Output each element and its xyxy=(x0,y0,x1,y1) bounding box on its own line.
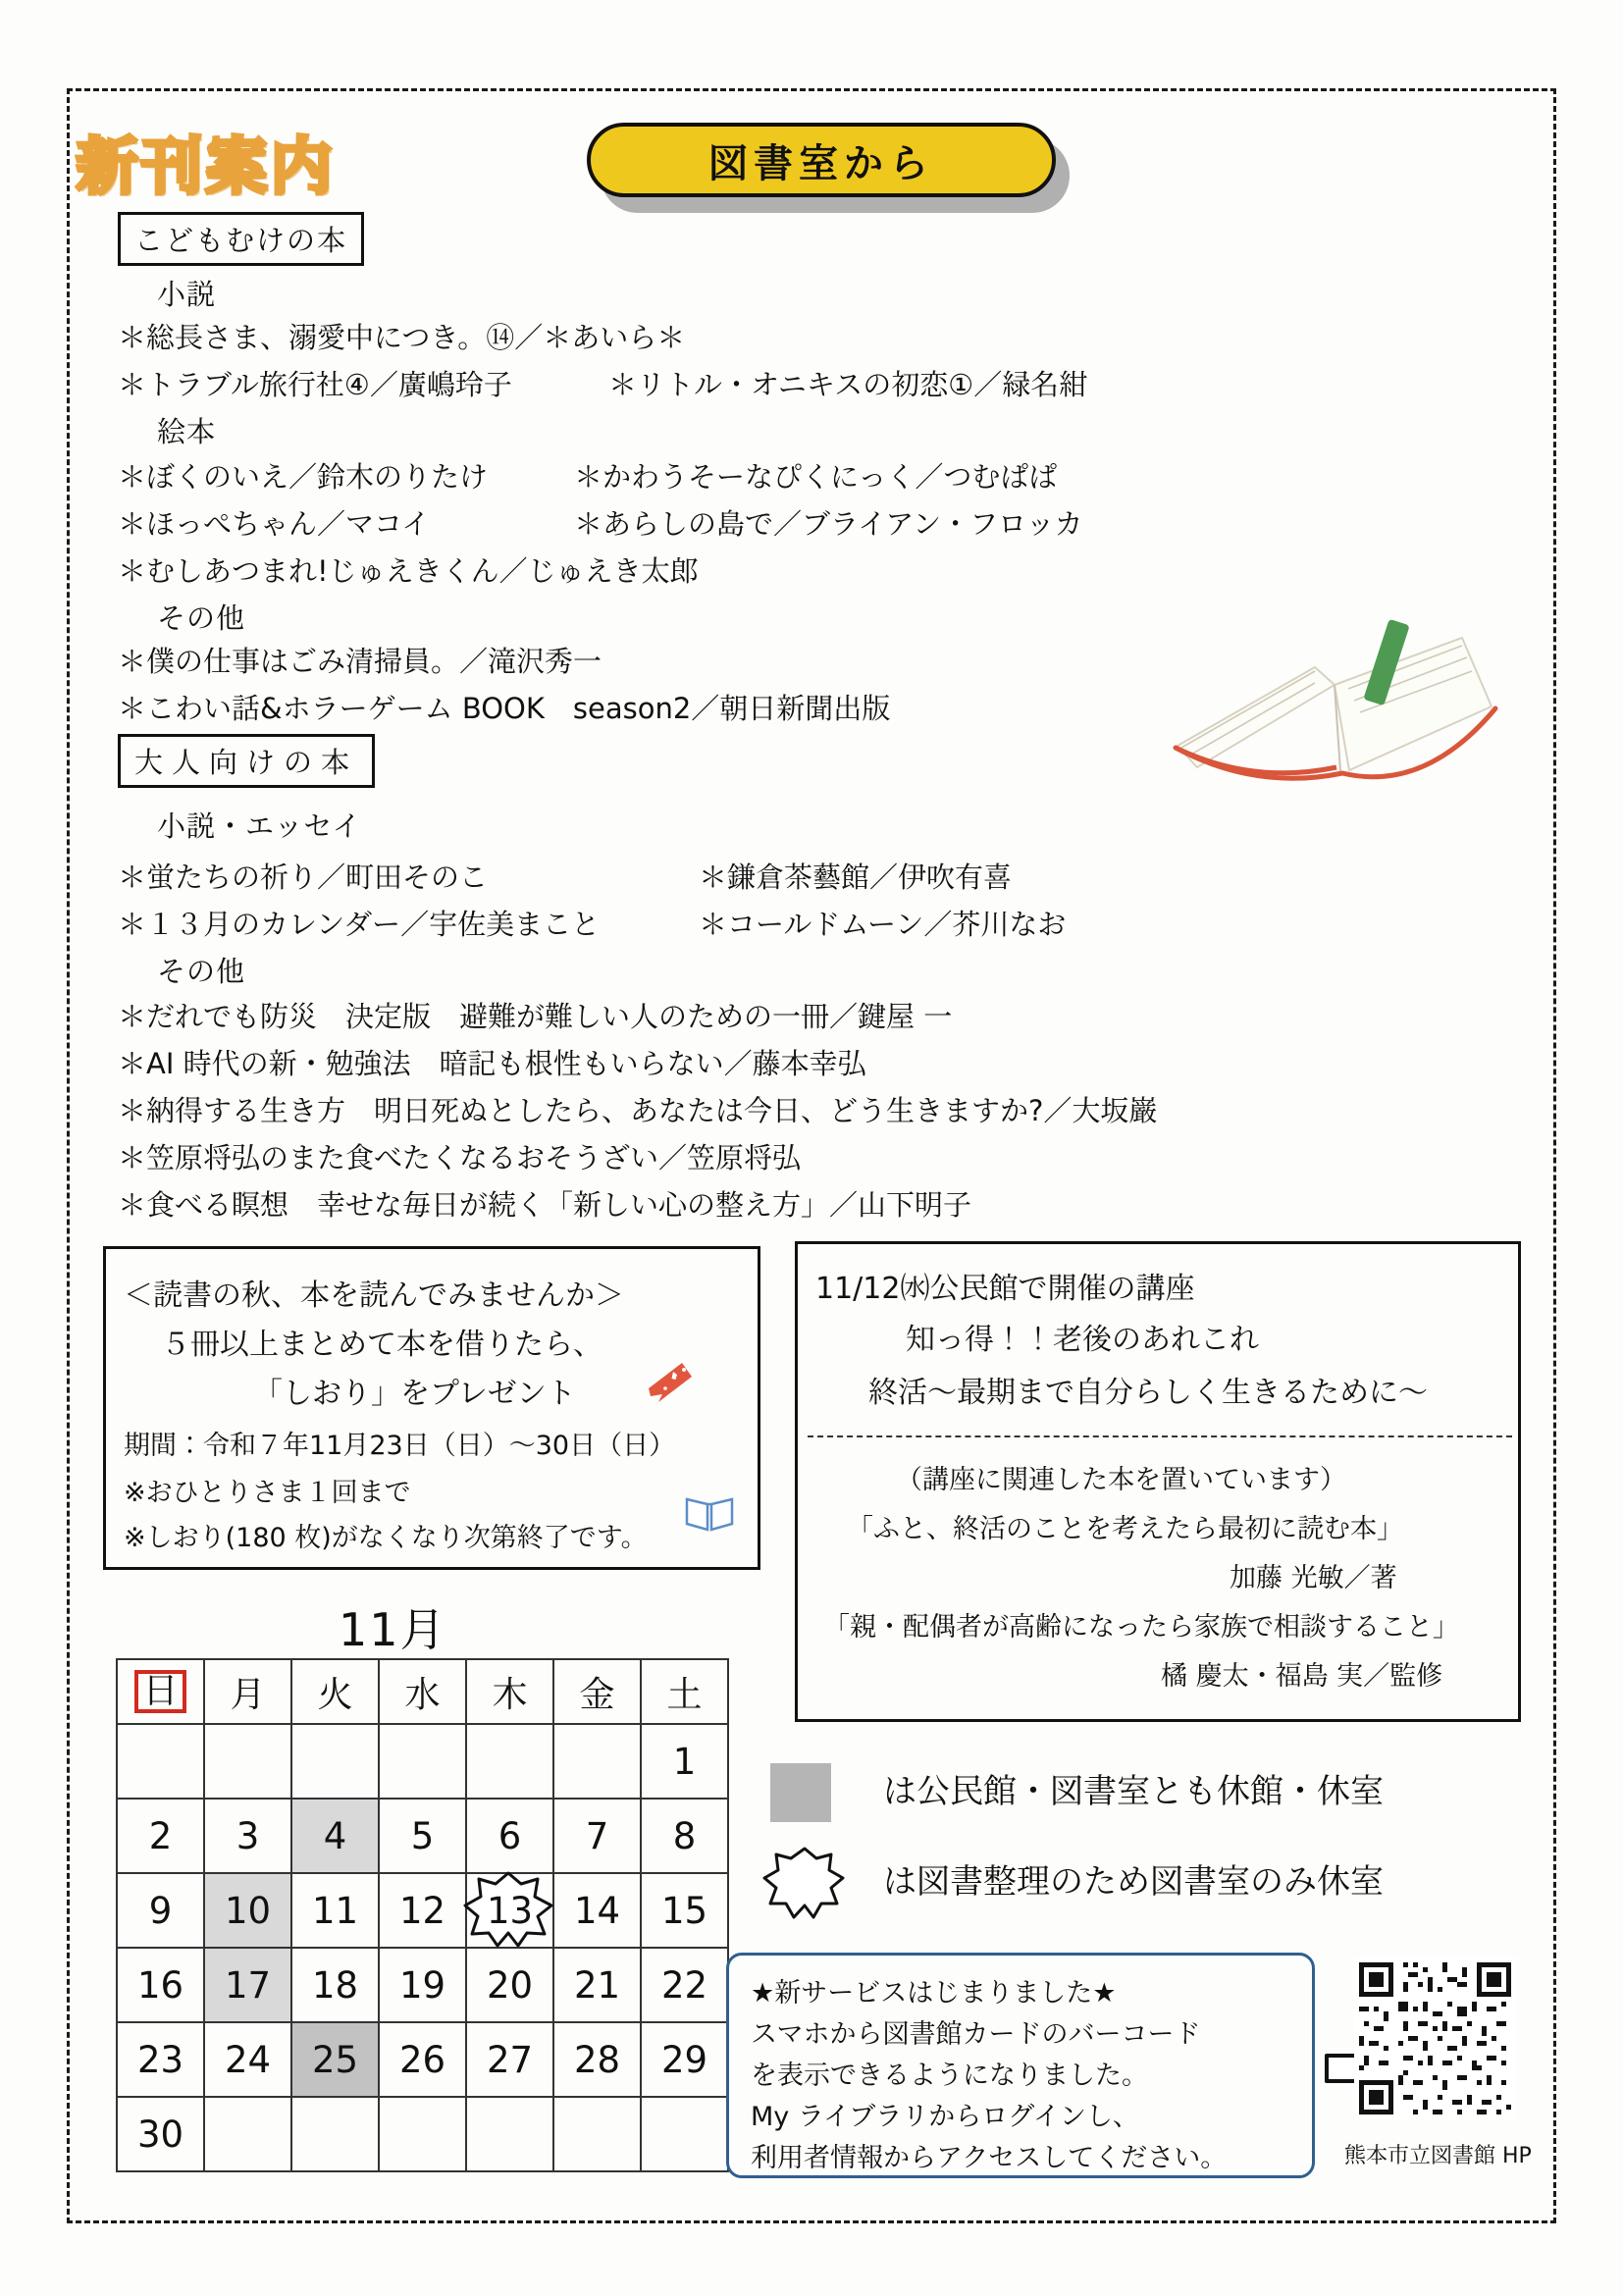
calendar-day-4: 4 xyxy=(291,1799,379,1873)
calendar-week-row xyxy=(117,1724,728,1799)
qr-code xyxy=(1354,1957,1516,2119)
calendar-day-17: 17 xyxy=(204,1948,291,2022)
calendar-day-20: 20 xyxy=(466,1948,553,2022)
calendar-week-row xyxy=(117,1873,728,1948)
calendar-day-empty xyxy=(466,1724,553,1799)
calendar-day: 13 xyxy=(486,1889,534,1932)
book-line: ＊あらしの島で／ブライアン・フロッカ xyxy=(574,507,1083,541)
lecture-related-note: （講座に関連した本を置いています） xyxy=(896,1465,1346,1495)
weekday-sunday-boxed: 日 xyxy=(134,1670,185,1713)
calendar-weekday-水: 水 xyxy=(379,1659,466,1724)
calendar-day-empty xyxy=(641,2097,728,2171)
calendar-day-13 xyxy=(466,1873,553,1948)
related-book-2-title: 「親・配偶者が高齢になったら家族で相談すること」 xyxy=(823,1612,1459,1643)
calendar-week-row xyxy=(117,1799,728,1873)
calendar-day-7: 7 xyxy=(553,1799,641,1873)
new-service-box xyxy=(726,1953,1315,2178)
calendar-day-2: 2 xyxy=(117,1799,204,1873)
qr-caption: 熊本市立図書館 HP xyxy=(1344,2144,1532,2168)
book-line: ＊ほっぺちゃん／マコイ xyxy=(118,507,431,541)
adult-heading-novel: 小説・エッセイ xyxy=(157,809,362,843)
adult-heading-other: その他 xyxy=(157,955,246,988)
book-line: ＊トラブル旅行社④／廣嶋玲子 xyxy=(118,368,512,401)
calendar-day-empty xyxy=(553,2097,641,2171)
reading-campaign-box xyxy=(103,1246,760,1570)
campaign-period: 期間：令和７年11月23日（日）〜30日（日） xyxy=(124,1431,676,1461)
book-line: ＊こわい話&ホラーゲーム BOOK season2／朝日新聞出版 xyxy=(118,692,891,725)
kids-heading-novel: 小説 xyxy=(157,278,217,311)
legend-gray-swatch xyxy=(770,1763,831,1822)
badge-label: 図書室から xyxy=(587,123,1056,197)
calendar-day-12: 12 xyxy=(379,1873,466,1948)
book-line: ＊蛍たちの祈り／町田そのこ xyxy=(118,861,489,894)
calendar-day-16: 16 xyxy=(117,1948,204,2022)
campaign-note-1: ※おひとりさま１回まで xyxy=(124,1478,411,1508)
small-book-icon xyxy=(684,1491,735,1533)
calendar-weekday-木: 木 xyxy=(466,1659,553,1724)
calendar-day-empty xyxy=(379,2097,466,2171)
campaign-line-1: ＜読書の秋、本を読んでみませんか＞ xyxy=(124,1278,624,1313)
legend-star-text: は図書整理のため図書室のみ休室 xyxy=(883,1862,1384,1902)
calendar-day-28: 28 xyxy=(553,2022,641,2097)
calendar-week-row xyxy=(117,2097,728,2171)
calendar-header-row xyxy=(117,1659,728,1724)
calendar-day-empty xyxy=(204,2097,291,2171)
library-badge xyxy=(587,123,1077,216)
calendar-week-row xyxy=(117,1948,728,2022)
calendar-day-27: 27 xyxy=(466,2022,553,2097)
calendar-day-5: 5 xyxy=(379,1799,466,1873)
calendar-day-15: 15 xyxy=(641,1873,728,1948)
bookmark-ribbon-icon xyxy=(643,1359,694,1404)
calendar-day-19: 19 xyxy=(379,1948,466,2022)
related-book-2-author: 橘 慶太・福島 実／監修 xyxy=(1161,1661,1443,1692)
calendar-day-1: 1 xyxy=(641,1724,728,1799)
book-line: ＊鎌倉茶藝館／伊吹有喜 xyxy=(699,861,1013,894)
service-line-2: スマホから図書館カードのバーコード xyxy=(751,2019,1201,2050)
book-line: ＊ぼくのいえ／鈴木のりたけ xyxy=(118,460,489,494)
open-book-illustration xyxy=(1168,599,1501,824)
lecture-subtitle: 終活〜最期まで自分らしく生きるために〜 xyxy=(868,1376,1428,1410)
campaign-note-2: ※しおり(180 枚)がなくなり次第終了です。 xyxy=(124,1523,648,1553)
calendar-weekday-日 xyxy=(117,1659,204,1724)
legend-star-icon xyxy=(760,1845,849,1921)
calendar-day-21: 21 xyxy=(553,1948,641,2022)
calendar-day-empty xyxy=(466,2097,553,2171)
service-line-5: 利用者情報からアクセスしてください。 xyxy=(751,2143,1228,2173)
book-line: ＊総長さま、溺愛中につき。⑭／＊あいら＊ xyxy=(118,321,686,354)
calendar-day-11: 11 xyxy=(291,1873,379,1948)
lecture-title: 知っ得！！老後のあれこれ xyxy=(906,1323,1259,1357)
calendar-weekday-金: 金 xyxy=(553,1659,641,1724)
calendar-day-6: 6 xyxy=(466,1799,553,1873)
calendar-table xyxy=(116,1658,729,2172)
calendar-day-30: 30 xyxy=(117,2097,204,2171)
calendar-weekday-火: 火 xyxy=(291,1659,379,1724)
calendar-day-25: 25 xyxy=(291,2022,379,2097)
calendar-weekday-土: 土 xyxy=(641,1659,728,1724)
calendar-day-empty xyxy=(553,1724,641,1799)
calendar-day-empty xyxy=(204,1724,291,1799)
book-line: ＊食べる瞑想 幸せな毎日が続く「新しい心の整え方」／山下明子 xyxy=(118,1188,972,1222)
calendar-day-18: 18 xyxy=(291,1948,379,2022)
service-line-4: My ライブラリからログインし、 xyxy=(751,2102,1139,2132)
calendar-day-8: 8 xyxy=(641,1799,728,1873)
section-label-kids: こどもむけの本 xyxy=(118,212,364,266)
kids-heading-other: その他 xyxy=(157,601,246,635)
calendar-day-9: 9 xyxy=(117,1873,204,1948)
lecture-info-box xyxy=(795,1241,1521,1722)
calendar-day-22: 22 xyxy=(641,1948,728,2022)
page-title: 新刊案内 xyxy=(77,130,337,202)
calendar-day-14: 14 xyxy=(553,1873,641,1948)
calendar-day-23: 23 xyxy=(117,2022,204,2097)
campaign-line-3: 「しおり」をプレゼント xyxy=(253,1377,576,1411)
book-line: ＊だれでも防災 決定版 避難が難しい人のための一冊／鍵屋 一 xyxy=(118,1000,953,1033)
section-label-adult: 大人向けの本 xyxy=(118,734,375,788)
calendar-day-24: 24 xyxy=(204,2022,291,2097)
calendar-week-row xyxy=(117,2022,728,2097)
legend-gray-text: は公民館・図書室とも休館・休室 xyxy=(883,1772,1384,1811)
lecture-date-venue: 11/12㈬公民館で開催の講座 xyxy=(815,1272,1195,1306)
book-line: ＊１３月のカレンダー／宇佐美まこと xyxy=(118,908,601,941)
related-book-1-title: 「ふと、終活のことを考えたら最初に読む本」 xyxy=(847,1514,1403,1544)
book-line: ＊かわうそーなぴくにっく／つむぱぱ xyxy=(574,460,1058,494)
book-line: ＊納得する生き方 明日死ぬとしたら、あなたは今日、どう生きますか?／大坂巌 xyxy=(118,1094,1158,1127)
book-line: ＊リトル・オニキスの初恋①／緑名紺 xyxy=(608,368,1088,401)
calendar-day-29: 29 xyxy=(641,2022,728,2097)
calendar-month-title: 11月 xyxy=(339,1603,447,1656)
kids-heading-picture: 絵本 xyxy=(157,415,217,448)
calendar-day-empty xyxy=(379,1724,466,1799)
book-line: ＊僕の仕事はごみ清掃員。／滝沢秀一 xyxy=(118,645,602,678)
book-line: ＊コールドムーン／芥川なお xyxy=(699,908,1067,941)
related-book-1-author: 加藤 光敏／著 xyxy=(1230,1563,1397,1593)
lecture-box-divider xyxy=(808,1435,1512,1437)
calendar-day-3: 3 xyxy=(204,1799,291,1873)
campaign-line-2: ５冊以上まとめて本を借りたら、 xyxy=(161,1328,602,1362)
calendar-weekday-月: 月 xyxy=(204,1659,291,1724)
calendar-day-26: 26 xyxy=(379,2022,466,2097)
calendar-day-empty xyxy=(291,1724,379,1799)
calendar-day-empty xyxy=(117,1724,204,1799)
book-line: ＊笠原将弘のまた食べたくなるおそうざい／笠原将弘 xyxy=(118,1141,802,1174)
service-line-3: を表示できるようになりました。 xyxy=(751,2061,1148,2091)
calendar-day-empty xyxy=(291,2097,379,2171)
book-line: ＊AI 時代の新・勉強法 暗記も根性もいらない／藤本幸弘 xyxy=(118,1047,866,1080)
service-line-1: ★新サービスはじまりました★ xyxy=(751,1978,1117,2009)
calendar-day-10: 10 xyxy=(204,1873,291,1948)
book-line: ＊むしあつまれ!じゅえきくん／じゅえき太郎 xyxy=(118,554,699,588)
